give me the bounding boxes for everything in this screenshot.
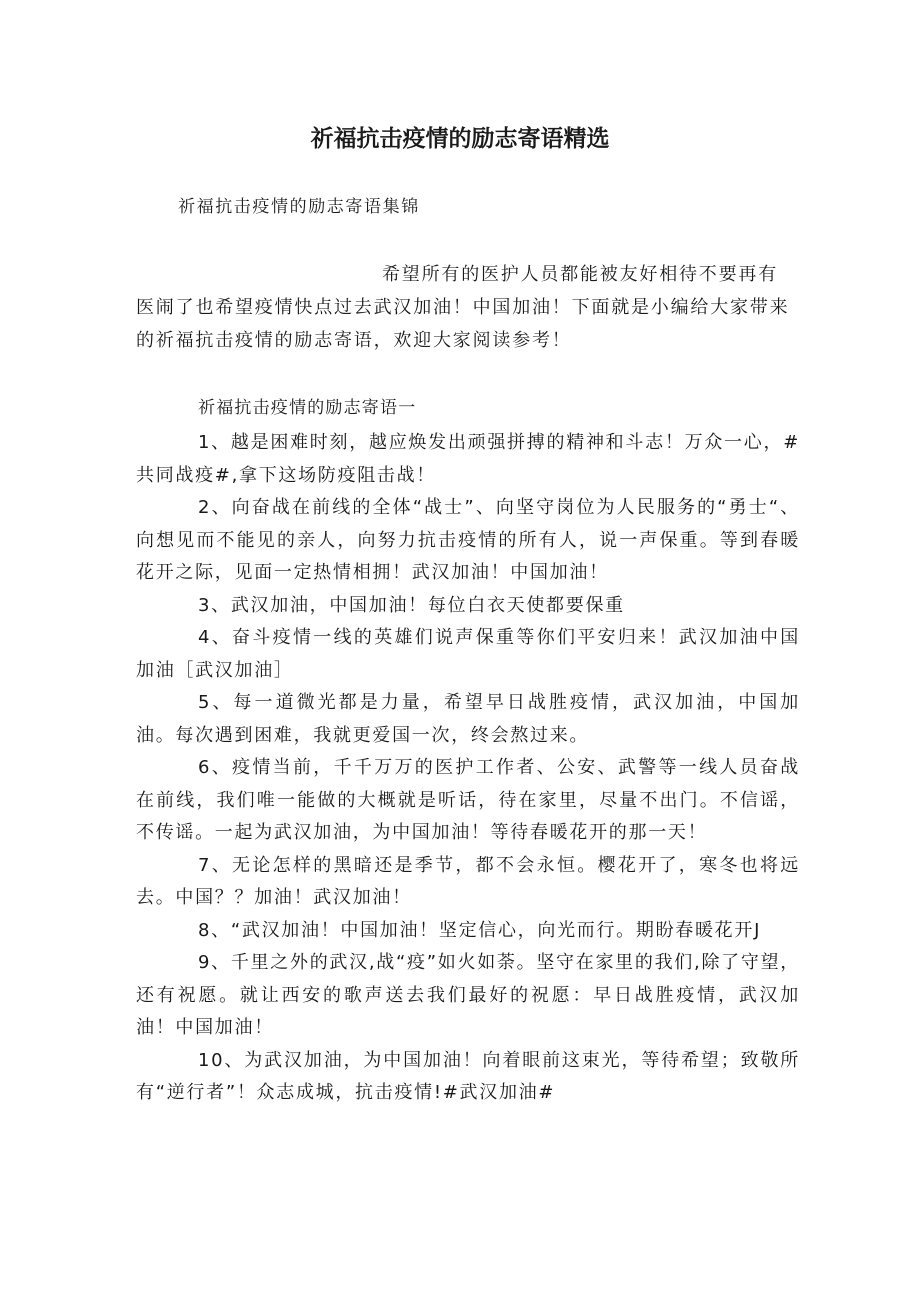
- list-item: 10、为武汉加油，为中国加油！向着眼前这束光，等待希望；致敬所有“逆行者”！众志成城，抗击疫情!#武汉加油#: [136, 1049, 800, 1103]
- list-item: 9、千里之外的武汉,战“疫”如火如荼。坚守在家里的我们,除了守望，还有祝愿。就让西安的歌声送去我们最好的祝愿：早日战胜疫情，武汉加油！中国加油！: [136, 952, 800, 1038]
- list-item: 6、疫情当前，千千万万的医护工作者、公安、武警等一线人员奋战在前线，我们唯一能做的大概就是听话，待在家里，尽量不出门。不信谣，不传谣。一起为武汉加油，为中国加油！等待春暖花开的那一天！: [136, 757, 800, 843]
- list-item: 5、每一道微光都是力量，希望早日战胜疫情，武汉加油，中国加油。每次遇到困难，我就更爱国一次，终会熬过来。: [136, 692, 800, 746]
- intro-paragraph: 希望所有的医护人员都能被友好相待不要再有医闹了也希望疫情快点过去武汉加油！中国加油！下面就是小编给大家带来的祈福抗击疫情的励志寄语，欢迎大家阅读参考！: [136, 264, 790, 351]
- list-item: 7、无论怎样的黑暗还是季节，都不会永恒。樱花开了，寒冬也将远去。中国？？加油！武汉加油！: [136, 854, 800, 908]
- list-item: 4、奋斗疫情一线的英雄们说声保重等你们平安归来！武汉加油中国加油［武汉加油］: [136, 627, 800, 681]
- list-item: 2、向奋战在前线的全体“战士”、向坚守岗位为人民服务的“勇士“、向想见而不能见的亲人，向努力抗击疫情的所有人，说一声保重。等到春暖花开之际，见面一定热情相拥！武汉加油！中国加油！: [136, 497, 800, 583]
- section-title: 祈福抗击疫情的励志寄语一: [198, 398, 417, 418]
- document-title: 祈福抗击疫情的励志寄语精选: [310, 126, 610, 152]
- document-subtitle: 祈福抗击疫情的励志寄语集锦: [178, 197, 420, 217]
- wish-list: [136, 427, 800, 1110]
- list-item: 1、越是困难时刻，越应焕发出顽强拼搏的精神和斗志！万众一心，#共同战疫#,拿下这场防疫阻击战！: [136, 432, 800, 486]
- list-item: 8、“武汉加油！中国加油！坚定信心，向光而行。期盼春暖花开J: [198, 919, 762, 941]
- list-item: 3、武汉加油，中国加油！每位白衣天使都要保重: [198, 594, 625, 616]
